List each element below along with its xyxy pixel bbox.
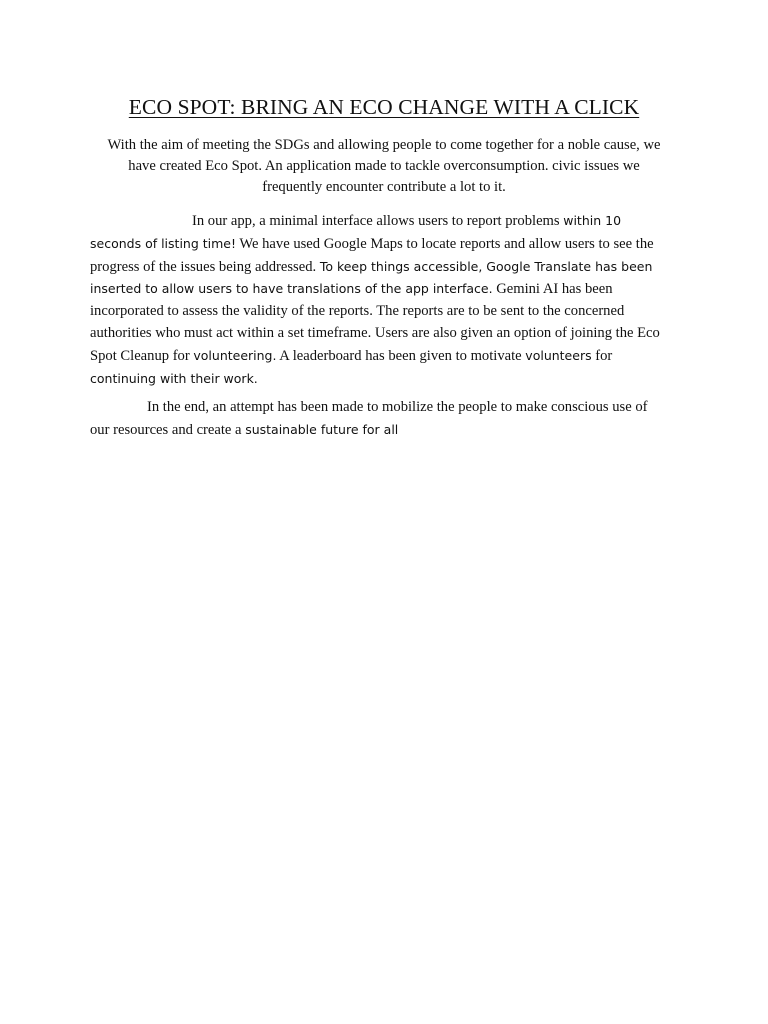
paragraph-line [90,278,690,301]
paragraph-line [90,397,690,419]
text-run: A leaderboard has been given to motivate [276,347,526,364]
text-run: continuing with their work. [90,370,258,386]
body-paragraph-features [90,210,690,390]
paragraph-line [90,323,690,345]
text-run: To keep things accessible, Google Translate has been [319,258,653,274]
text-run: Spot Cleanup for [90,347,194,364]
text-run: volunteers [525,347,592,363]
text-run: progress of the issues being addressed. [90,258,320,275]
intro-line: With the aim of meeting the SDGs and allowing people to come together for a noble cause, we [107,137,661,153]
text-run: incorporated to assess the validity of the reports. The reports are to be sent to the concerned [90,303,625,320]
intro-line: have created Eco Spot. An application made to tackle overconsumption. civic issues we [128,158,640,174]
intro-line: frequently encounter contribute a lot to it. [262,179,506,195]
paragraph-line [90,301,690,323]
text-run: within 10 [563,213,622,228]
text-run: authorities who must act within a set timeframe. Users are also given an option of joining the Eco [90,324,660,341]
document-title: ECO SPOT: BRING AN ECO CHANGE WITH A CLICK [128,95,640,119]
paragraph-line [90,210,690,233]
text-run: our resources and create a [90,421,246,438]
text-run: We have used Google Maps to locate reports and allow users to see the [236,235,654,252]
text-run: Gemini AI has been [492,281,613,298]
paragraph-line [90,233,690,256]
text-run: sustainable future for all [245,421,399,437]
paragraph-line [90,256,690,279]
body-paragraph-conclusion [90,397,690,442]
text-run: inserted to allow users to have translations of the app interface. [90,281,493,297]
text-run: In the end, an attempt has been made to mobilize the people to make conscious use of [147,399,648,415]
paragraph-line [90,368,690,391]
intro-paragraph [90,135,678,198]
paragraph-line [90,419,690,442]
text-run: for [591,347,613,364]
text-run: seconds of listing time! [90,235,237,251]
text-run: volunteering. [193,347,277,363]
paragraph-line [90,345,690,368]
text-run: In our app, a minimal interface allows users to report problems [192,213,564,229]
